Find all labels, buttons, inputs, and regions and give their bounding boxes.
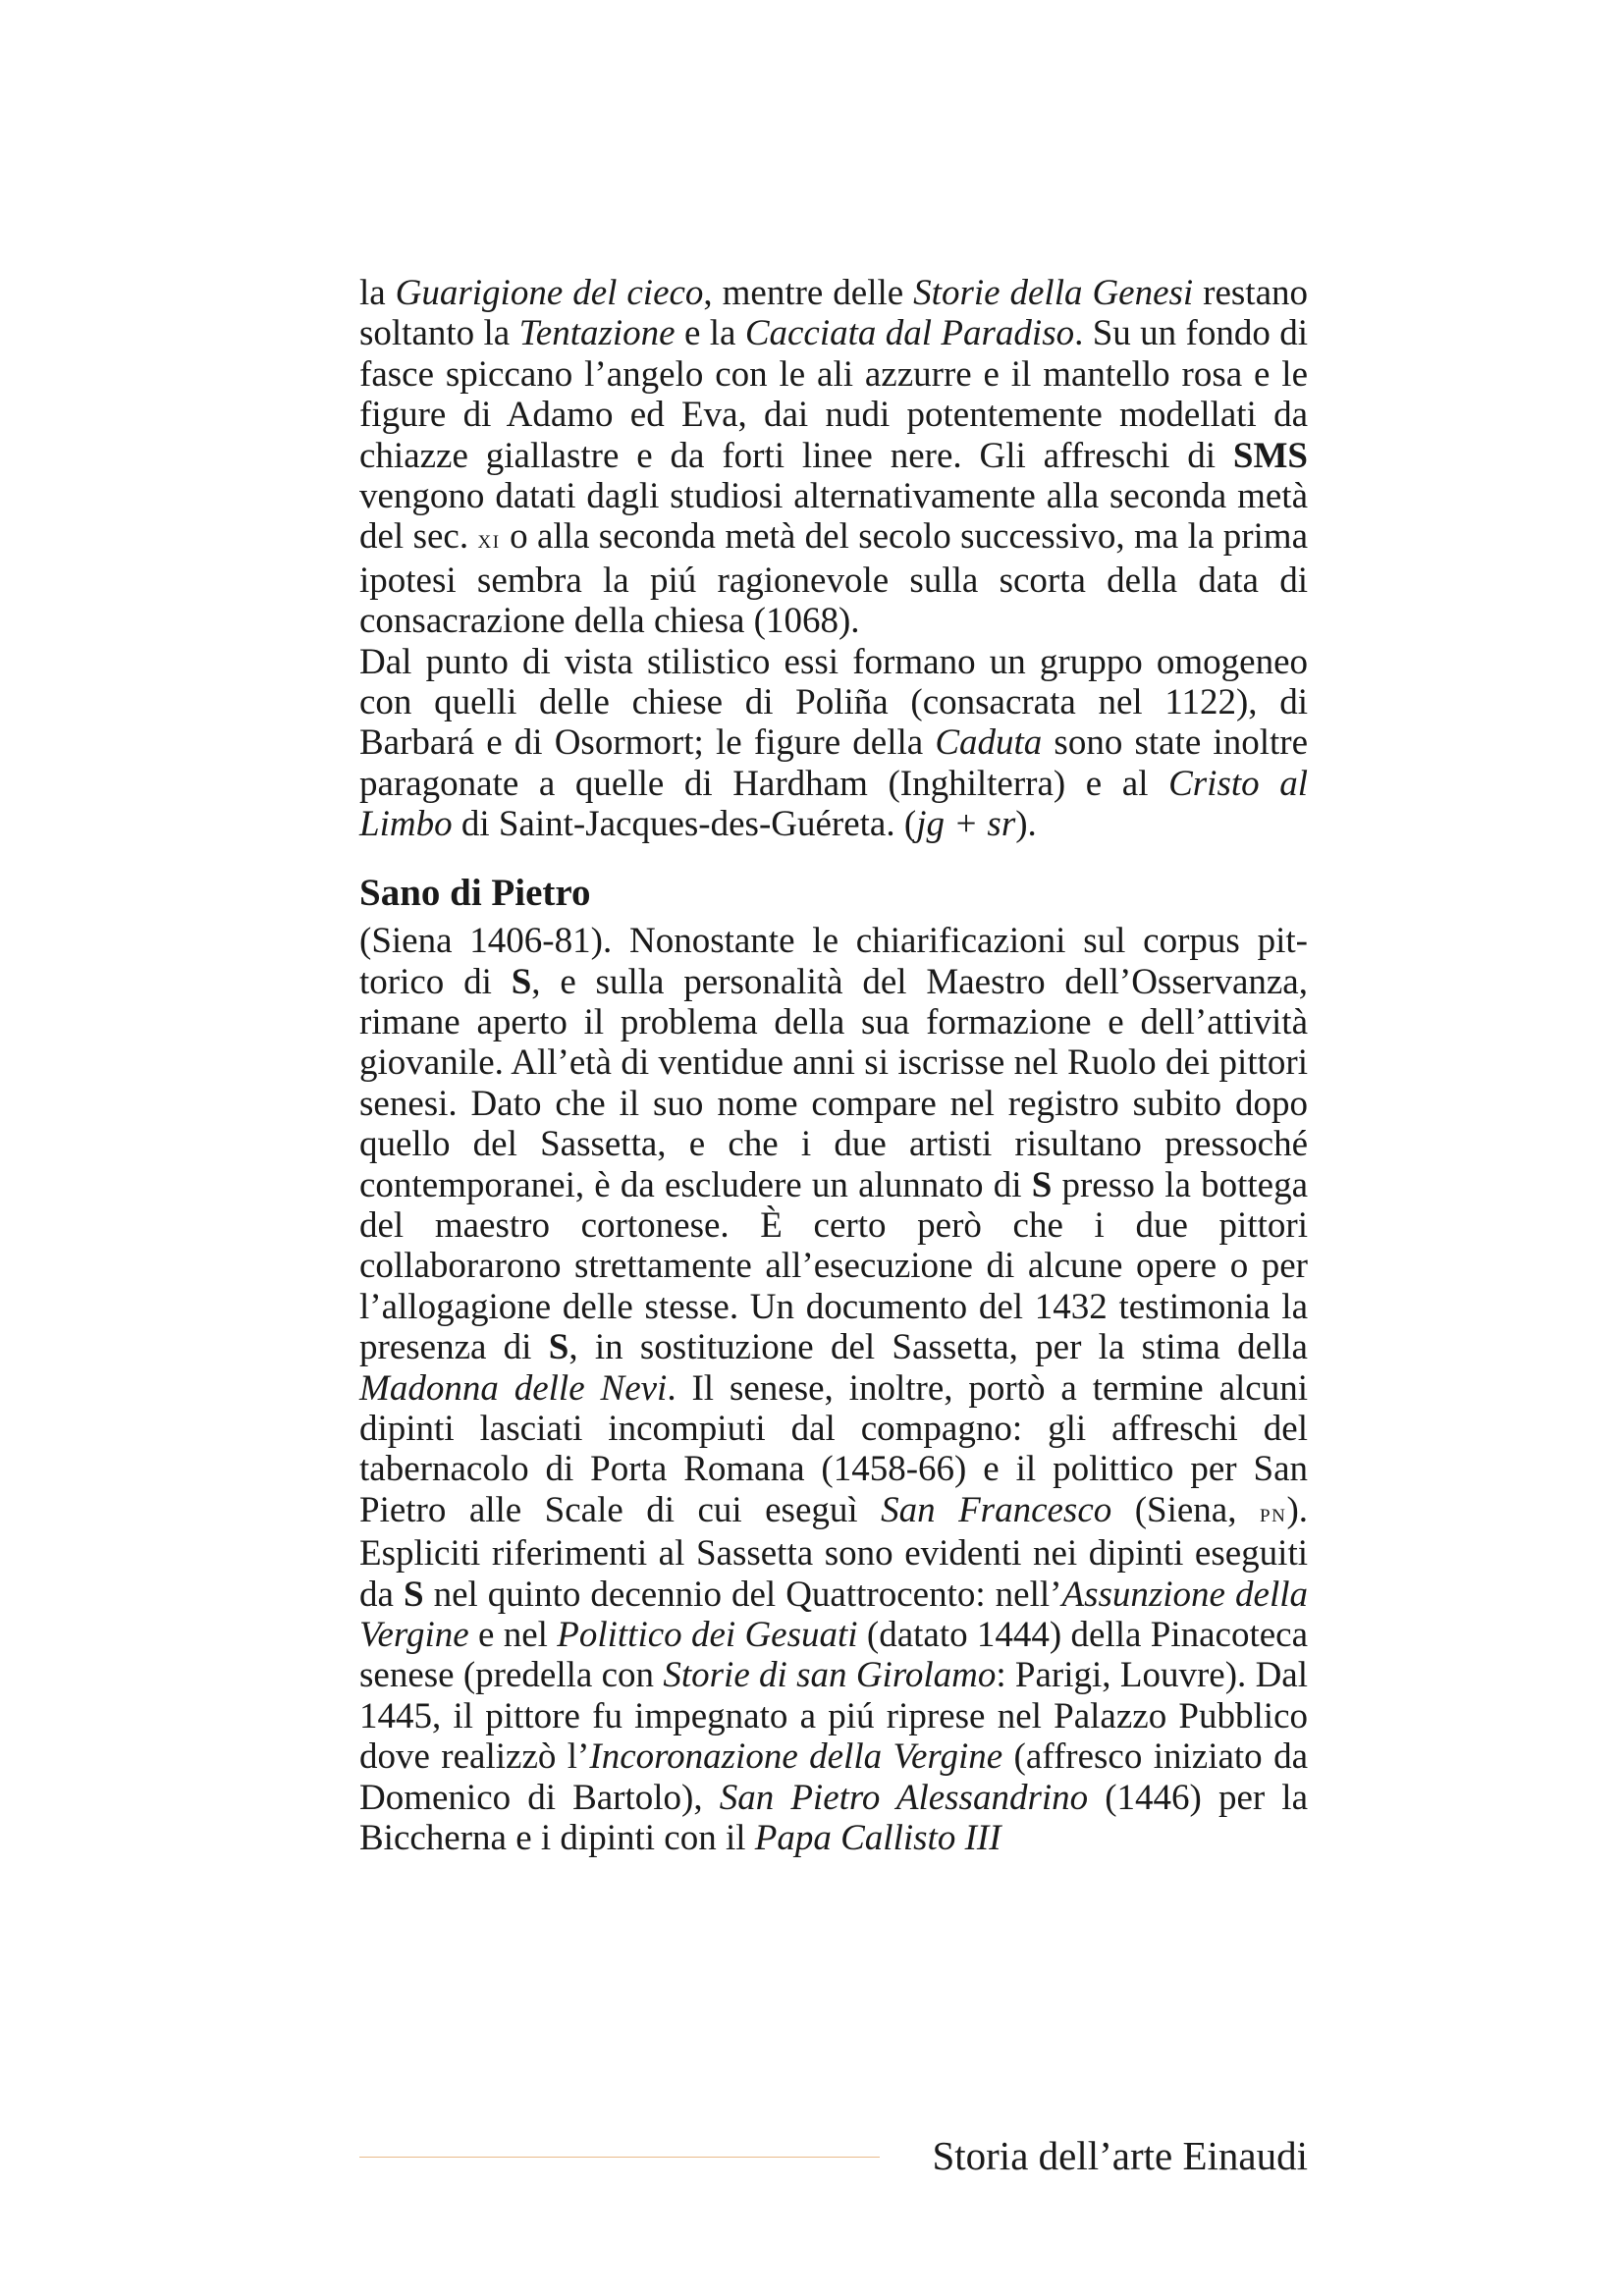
- italic-title: Storie della Genesi: [913, 273, 1194, 313]
- text-run: ).: [1015, 804, 1037, 845]
- text-run: vengono datati dagli studiosi alternativamente alla seconda metà del sec.: [359, 476, 1308, 558]
- footer-publisher: Storia dell’arte Einaudi: [932, 2133, 1308, 2178]
- italic-title: San Pietro Alessandrino: [719, 1777, 1089, 1818]
- bold-abbreviation: S: [511, 961, 532, 1002]
- text-run: : Parigi, Louvre). Dal 1445, il pittore fu impegnato a piú riprese nel Palazzo Pubblico dove realizzò l’: [359, 1655, 1308, 1778]
- text-run: sono state inoltre paragonate a quelle di Hardham (Inghilterra) e al: [359, 722, 1308, 804]
- italic-title: Guarigione del cieco: [395, 273, 704, 313]
- italic-title: Tentazione: [518, 313, 676, 354]
- text-run: o alla seconda metà del secolo successivo, ma la prima ipotesi sembra la piú ragionevole sulla scorta della data di consacrazione della chiesa (1068).: [359, 516, 1309, 642]
- body-text: [359, 273, 1308, 1858]
- text-run: Sano di Pietro: [359, 871, 591, 914]
- italic-title: San Francesco: [881, 1489, 1112, 1530]
- small-caps-abbreviation: pn: [1259, 1497, 1287, 1527]
- text-run: , e sulla personalità del Maestro dell’Osservanza, rimane aperto il problema della sua formazione e dell’attività giovanile. All’età di ventidue anni si iscrisse nel Ruolo dei pittori senesi. Dato che il suo nome compare nel registro subito dopo quello del Sassetta, e che i due artisti risultano pressoché contemporanei, è da escludere un alunnato di: [359, 961, 1308, 1205]
- text-run: , mentre delle: [703, 273, 914, 313]
- text-run: (Siena 1406-81). Nonostante le chiarificazioni sul corpus pittorico di: [359, 921, 1308, 1002]
- text-run: (datato 1444) della Pinacoteca senese (predella con: [359, 1615, 1308, 1696]
- text-run: (Siena,: [1111, 1489, 1260, 1530]
- italic-title: Polittico dei Gesuati: [557, 1615, 858, 1655]
- paragraph-sms-style: [359, 642, 1308, 845]
- text-run: , in sostituzione del Sassetta, per la stima della: [568, 1327, 1308, 1368]
- italic-title: Papa Callisto III: [754, 1818, 1001, 1859]
- italic-title: Storie di san Girolamo: [663, 1655, 997, 1696]
- text-run: la: [359, 273, 396, 313]
- italic-title: Caduta: [935, 722, 1043, 764]
- text-run: (1446) per la Biccherna e i dipinti con il: [359, 1777, 1308, 1859]
- bold-abbreviation: S: [403, 1574, 424, 1615]
- footer-rule: [359, 2157, 880, 2158]
- text-run: ). Espliciti riferimenti al Sassetta sono evidenti nei dipinti eseguiti da: [359, 1489, 1309, 1615]
- bold-abbreviation: S: [1031, 1164, 1053, 1205]
- text-run: e nel: [468, 1615, 558, 1655]
- text-run: Dal punto di vista stilistico essi formano un gruppo omogeneo con quelli delle chiese di Poliña (consacrata nel 1122), di Barbará e di Osormort; le figure della: [359, 641, 1308, 764]
- text-run: . Il senese, inoltre, portò a termine alcuni dipinti lasciati incompiuti dal compagno: gli affreschi del tabernacolo di Porta Romana (1458-66) e il polittico per San Pietro alle Scale di cui eseguì: [359, 1367, 1309, 1530]
- text-run: e la: [675, 313, 745, 354]
- text-run: . Su un fondo di fasce spiccano l’angelo con le ali azzurre e il mantello rosa e le figure di Adamo ed Eva, dai nudi potentemente modellati da chiazze giallastre e da forti linee nere. Gli affreschi di: [359, 313, 1309, 476]
- text-run: (affresco iniziato da Domenico di Bartolo),: [359, 1736, 1308, 1818]
- small-caps-abbreviation: xi: [477, 524, 501, 555]
- italic-title: Madonna delle Nevi: [359, 1367, 668, 1409]
- text-run: restano soltanto la: [359, 273, 1308, 354]
- italic-title: Incoronazione della Vergine: [589, 1736, 1003, 1778]
- paragraph-sano-di-pietro: [359, 921, 1308, 1858]
- italic-title: jg + sr: [916, 804, 1016, 845]
- italic-title: Assunzione della Vergine: [359, 1574, 1308, 1655]
- entry-heading-sano-di-pietro: [359, 873, 1308, 913]
- text-run: di Saint-Jacques-des-Guéreta. (: [452, 804, 917, 845]
- text-run: presso la bottega del maestro cortonese. È certo però che i due pittori collaborarono strettamente all’esecuzione di alcune opere o per l’allogagione delle stesse. Un documento del 1432 testimonia la presenza di: [359, 1164, 1308, 1368]
- text-run: nel quinto decennio del Quattrocento: nell’: [423, 1574, 1062, 1615]
- bold-abbreviation: SMS: [1232, 435, 1308, 476]
- paragraph-sms-frescoes: [359, 273, 1308, 642]
- italic-title: Cacciata dal Paradiso: [744, 313, 1075, 354]
- bold-abbreviation: S: [548, 1327, 569, 1368]
- italic-title: Cristo al Limbo: [359, 763, 1308, 845]
